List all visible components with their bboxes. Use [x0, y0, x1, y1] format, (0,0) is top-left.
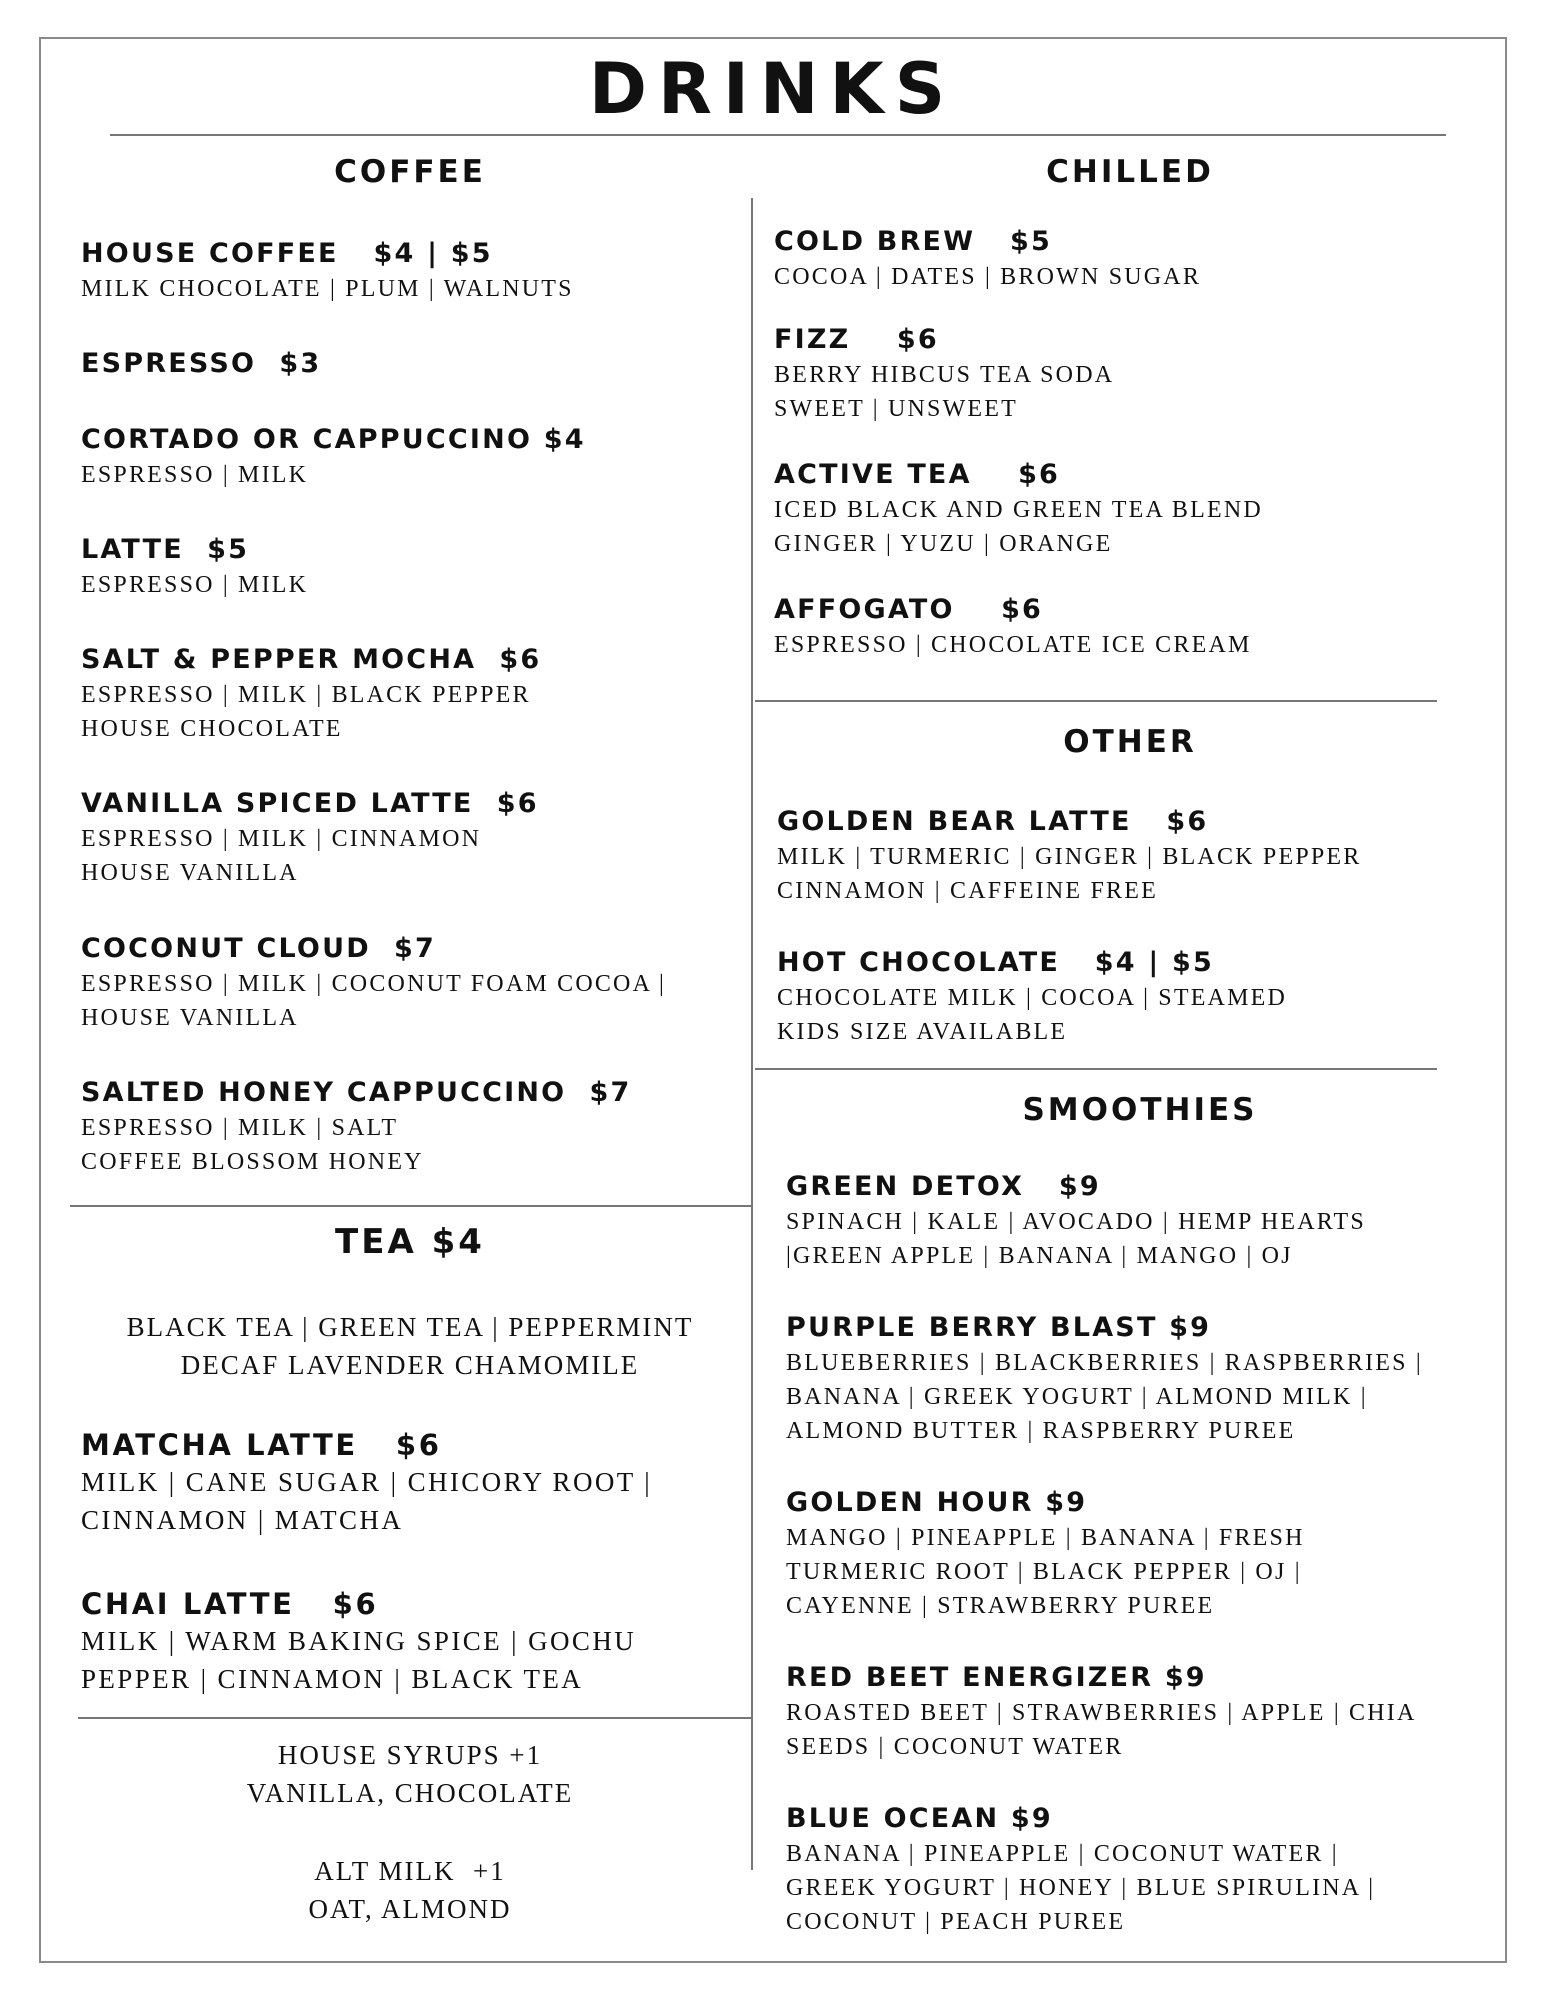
item-desc: ESPRESSO | MILK | CINNAMON: [81, 826, 482, 852]
item-name: GOLDEN BEAR LATTE $6: [777, 806, 1209, 837]
menu-item-salted-honey-cappuccino: [81, 1075, 632, 1179]
addon-line: VANILLA, CHOCOLATE: [246, 1778, 574, 1808]
menu-item-affogato: [774, 592, 1252, 662]
coffee-heading: COFFEE: [334, 154, 486, 190]
item-desc: MILK CHOCOLATE | PLUM | WALNUTS: [81, 276, 574, 302]
addon-line: ALT MILK +1: [314, 1856, 506, 1886]
item-name: ESPRESSO $3: [81, 348, 322, 379]
item-desc: COCOA | DATES | BROWN SUGAR: [774, 264, 1202, 290]
menu-item-golden-hour: [786, 1485, 1305, 1623]
item-desc: BLUEBERRIES | BLACKBERRIES | RASPBERRIES |: [786, 1350, 1423, 1376]
item-desc: MANGO | PINEAPPLE | BANANA | FRESH: [786, 1525, 1305, 1551]
item-desc: BANANA | PINEAPPLE | COCONUT WATER |: [786, 1841, 1339, 1867]
item-desc: ALMOND BUTTER | RASPBERRY PUREE: [786, 1418, 1296, 1444]
column-divider: [751, 198, 753, 1870]
title-divider: [110, 134, 1446, 136]
tea-list-line: BLACK TEA | GREEN TEA | PEPPERMINT: [126, 1312, 694, 1342]
item-name: ACTIVE TEA $6: [774, 459, 1061, 490]
item-name: CHAI LATTE $6: [81, 1587, 379, 1621]
item-name: CORTADO OR CAPPUCCINO $4: [81, 424, 586, 455]
item-desc: SPINACH | KALE | AVOCADO | HEMP HEARTS: [786, 1209, 1366, 1235]
smoothies-heading: SMOOTHIES: [1022, 1092, 1258, 1128]
item-name: COLD BREW $5: [774, 226, 1052, 257]
item-desc: HOUSE CHOCOLATE: [81, 716, 343, 742]
other-heading: OTHER: [1063, 724, 1197, 760]
item-name: GOLDEN HOUR $9: [786, 1487, 1088, 1518]
menu-item-hot-chocolate: [777, 945, 1287, 1049]
menu-item-blue-ocean: [786, 1801, 1375, 1939]
item-name: SALT & PEPPER MOCHA $6: [81, 644, 542, 675]
syrups-addon: [70, 1736, 750, 1812]
menu-item-coconut-cloud: [81, 931, 666, 1035]
item-desc: GINGER | YUZU | ORANGE: [774, 531, 1113, 557]
tea-list-line: DECAF LAVENDER CHAMOMILE: [180, 1350, 640, 1380]
item-desc: BANANA | GREEK YOGURT | ALMOND MILK |: [786, 1384, 1368, 1410]
menu-item-fizz: [774, 322, 1114, 426]
menu-item-active-tea: [774, 457, 1263, 561]
menu-item-vanilla-spiced-latte: [81, 786, 539, 890]
item-desc: SWEET | UNSWEET: [774, 396, 1018, 422]
menu-item-matcha-latte: [81, 1427, 652, 1539]
item-desc: ESPRESSO | MILK: [81, 462, 309, 488]
addon-line: HOUSE SYRUPS +1: [277, 1740, 543, 1770]
menu-item-espresso: [81, 346, 321, 382]
menu-item-purple-berry-blast: [786, 1310, 1423, 1448]
menu-item-cortado: [81, 422, 586, 492]
other-smoothies-divider: [755, 1068, 1437, 1070]
item-name: AFFOGATO $6: [774, 594, 1044, 625]
item-name: COCONUT CLOUD $7: [81, 933, 436, 964]
item-desc: ROASTED BEET | STRAWBERRIES | APPLE | CHIA: [786, 1700, 1417, 1726]
item-desc: BERRY HIBCUS TEA SODA: [774, 362, 1115, 388]
item-desc: MILK | CANE SUGAR | CHICORY ROOT |: [81, 1467, 653, 1497]
item-desc: CAYENNE | STRAWBERRY PUREE: [786, 1593, 1215, 1619]
item-desc: CINNAMON | CAFFEINE FREE: [777, 878, 1158, 904]
menu-item-latte: [81, 532, 308, 602]
addon-line: OAT, ALMOND: [308, 1894, 512, 1924]
item-desc: GREEK YOGURT | HONEY | BLUE SPIRULINA |: [786, 1875, 1376, 1901]
item-desc: PEPPER | CINNAMON | BLACK TEA: [81, 1664, 584, 1694]
item-name: HOUSE COFFEE $4 | $5: [81, 238, 493, 269]
menu-item-chai-latte: [81, 1586, 636, 1698]
chilled-heading: CHILLED: [1046, 154, 1214, 190]
item-desc: ESPRESSO | MILK | COCONUT FOAM COCOA |: [81, 971, 666, 997]
menu-title: DRINKS: [588, 48, 957, 130]
item-name: GREEN DETOX $9: [786, 1171, 1101, 1202]
coffee-tea-divider: [70, 1205, 751, 1207]
menu-item-house-coffee: [81, 236, 574, 306]
item-name: PURPLE BERRY BLAST $9: [786, 1312, 1212, 1343]
tea-list: [70, 1308, 750, 1384]
tea-heading: TEA $4: [335, 1222, 485, 1262]
item-desc: ESPRESSO | MILK: [81, 572, 309, 598]
item-desc: MILK | TURMERIC | GINGER | BLACK PEPPER: [777, 844, 1362, 870]
item-desc: ESPRESSO | MILK | SALT: [81, 1115, 399, 1141]
item-desc: MILK | WARM BAKING SPICE | GOCHU: [81, 1626, 637, 1656]
menu-item-cold-brew: [774, 224, 1201, 294]
item-desc: TURMERIC ROOT | BLACK PEPPER | OJ |: [786, 1559, 1302, 1585]
item-desc: |GREEN APPLE | BANANA | MANGO | OJ: [786, 1243, 1293, 1269]
item-name: FIZZ $6: [774, 324, 939, 355]
item-desc: COFFEE BLOSSOM HONEY: [81, 1149, 424, 1175]
item-desc: HOUSE VANILLA: [81, 860, 299, 886]
item-desc: CHOCOLATE MILK | COCOA | STEAMED: [777, 985, 1288, 1011]
menu-item-red-beet-energizer: [786, 1660, 1417, 1764]
item-desc: KIDS SIZE AVAILABLE: [777, 1019, 1068, 1045]
item-desc: COCONUT | PEACH PUREE: [786, 1909, 1126, 1935]
item-desc: SEEDS | COCONUT WATER: [786, 1734, 1124, 1760]
item-desc: ESPRESSO | CHOCOLATE ICE CREAM: [774, 632, 1252, 658]
tea-addons-divider: [78, 1717, 753, 1719]
item-desc: CINNAMON | MATCHA: [81, 1505, 404, 1535]
menu-item-golden-bear-latte: [777, 804, 1361, 908]
alt-milk-addon: [70, 1852, 750, 1928]
item-name: MATCHA LATTE $6: [81, 1428, 442, 1462]
item-desc: HOUSE VANILLA: [81, 1005, 299, 1031]
item-desc: ICED BLACK AND GREEN TEA BLEND: [774, 497, 1263, 523]
item-name: BLUE OCEAN $9: [786, 1803, 1053, 1834]
item-name: RED BEET ENERGIZER $9: [786, 1662, 1207, 1693]
menu-item-salt-pepper-mocha: [81, 642, 541, 746]
item-name: LATTE $5: [81, 534, 250, 565]
item-name: HOT CHOCOLATE $4 | $5: [777, 947, 1214, 978]
item-desc: ESPRESSO | MILK | BLACK PEPPER: [81, 682, 531, 708]
menu-item-green-detox: [786, 1169, 1366, 1273]
item-name: SALTED HONEY CAPPUCCINO $7: [81, 1077, 632, 1108]
item-name: VANILLA SPICED LATTE $6: [81, 788, 539, 819]
chilled-other-divider: [755, 700, 1437, 702]
